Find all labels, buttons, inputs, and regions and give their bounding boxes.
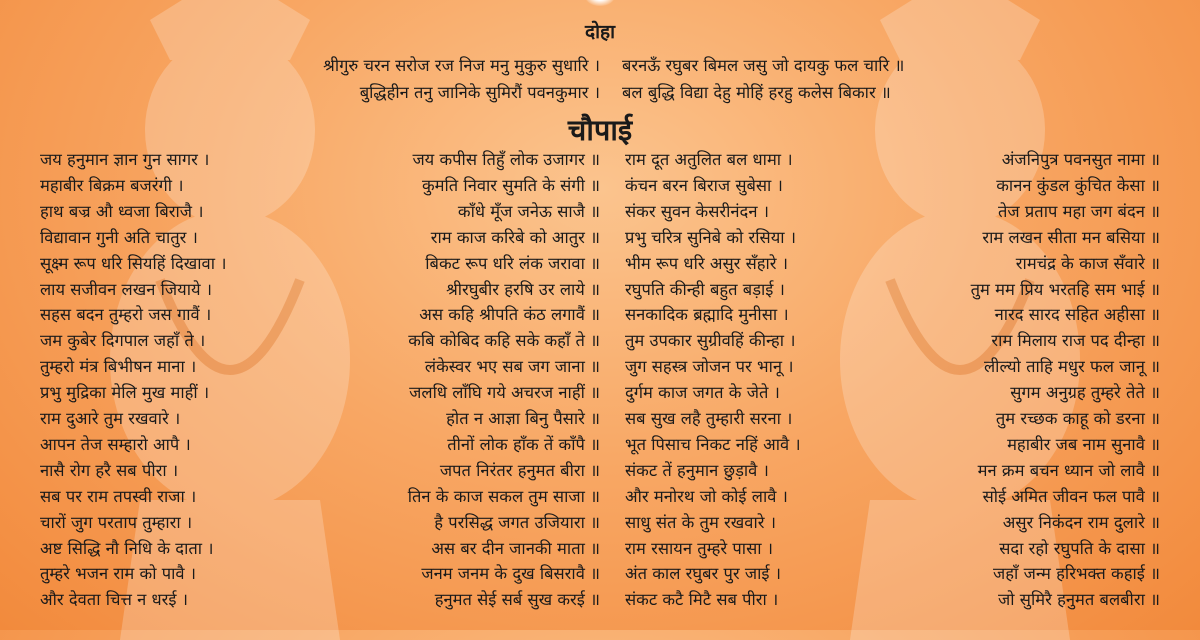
verse-r3-c1: हाथ बज्र औ ध्वजा बिराजै ।: [40, 201, 204, 221]
verse-r2-c3: कंचन बरन बिराज सुबेसा ।: [625, 175, 783, 195]
verse-r12-c2: तीनों लोक हाँक तें काँपै ॥: [447, 434, 600, 454]
verse-r14-c3: और मनोरथ जो कोई लावै ।: [625, 486, 788, 506]
verse-r2-c2: कुमति निवार सुमति के संगी ॥: [421, 175, 600, 195]
verse-r3-c2: काँधे मूँज जनेऊ साजै ॥: [457, 201, 600, 221]
verse-r9-c4: लील्यो ताहि मधुर फल जानू ॥: [983, 357, 1160, 377]
verse-r15-c1: चारों जुग परताप तुम्हारा ।: [40, 512, 193, 532]
verse-r14-c2: तिन के काज सकल तुम साजा ॥: [407, 486, 600, 506]
verse-r1-c2: जय कपीस तिहुँ लोक उजागर ॥: [412, 150, 600, 169]
verse-r11-c2: होत न आज्ञा बिनु पैसारे ॥: [446, 409, 600, 428]
doha-heading: दोहा: [584, 21, 616, 43]
verse-r9-c1: तुम्हरो मंत्र बिभीषन माना ।: [40, 357, 197, 377]
verse-r8-c4: राम मिलाय राज पद दीन्हा ॥: [991, 331, 1160, 351]
verse-r5-c3: भीम रूप धरि असुर सँहारे ।: [625, 253, 789, 273]
verse-r15-c2: है परसिद्ध जगत उजियारा ॥: [434, 512, 600, 532]
verse-r5-c2: बिकट रूप धरि लंक जरावा ॥: [425, 253, 600, 273]
verse-r9-c2: लंकेस्वर भए सब जग जाना ॥: [424, 357, 600, 377]
verse-r7-c4: नारद सारद सहित अहीसा ॥: [994, 305, 1160, 325]
verse-r6-c4: तुम मम प्रिय भरतहि सम भाई ॥: [970, 279, 1160, 299]
glow-icon: [585, 0, 615, 6]
verse-r3-c3: संकर सुवन केसरीनंदन ।: [625, 201, 769, 221]
verse-r18-c2: हनुमत सेई सर्ब सुख करई ॥: [434, 590, 600, 610]
verse-r17-c3: अंत काल रघुबर पुर जाई ।: [625, 564, 782, 584]
verse-r18-c4: जो सुमिरै हनुमत बलबीरा ॥: [998, 590, 1160, 610]
verse-r12-c4: महाबीर जब नाम सुनावै ॥: [1007, 434, 1160, 454]
verse-r14-c1: सब पर राम तपस्वी राजा ।: [40, 486, 197, 506]
doha-line-2-first: बुद्धिहीन तनु जानिके सुमिरौं पवनकुमार ।: [359, 83, 600, 102]
verse-r9-c3: जुग सहस्त्र जोजन पर भानू ।: [625, 357, 794, 377]
verse-r7-c2: अस कहि श्रीपति कंठ लगावैं ॥: [419, 305, 600, 325]
verse-r4-c4: राम लखन सीता मन बसिया ॥: [982, 227, 1160, 247]
verse-r4-c1: विद्यावान गुनी अति चातुर ।: [40, 227, 198, 247]
verse-r5-c4: रामचंद्र के काज सँवारे ॥: [1015, 253, 1160, 273]
verse-r17-c1: तुम्हरे भजन राम को पावै ।: [40, 564, 197, 584]
verse-r2-c1: महाबीर बिक्रम बजरंगी ।: [40, 175, 184, 195]
verse-r15-c4: असुर निकंदन राम दुलारे ॥: [1002, 512, 1160, 532]
verse-r13-c1: नासै रोग हरै सब पीरा ।: [40, 460, 179, 480]
verse-r10-c3: दुर्गम काज जगत के जेते ।: [625, 383, 780, 403]
verse-r4-c2: राम काज करिबे को आतुर ॥: [430, 227, 600, 247]
verse-r7-c3: सनकादिक ब्रह्मादि मुनीसा ।: [625, 305, 789, 325]
verse-r1-c4: अंजनिपुत्र पवनसुत नामा ॥: [1001, 150, 1160, 169]
verse-r8-c1: जम कुबेर दिगपाल जहाँ ते ।: [40, 331, 206, 351]
verse-r16-c3: राम रसायन तुम्हरे पासा ।: [625, 538, 773, 558]
verse-r18-c1: और देवता चित्त न धरई ।: [40, 590, 189, 610]
doha-line-2-second: बल बुद्धि विद्या देहु मोहिं हरहु कलेस बिकार ॥: [622, 83, 891, 102]
verse-r2-c4: कानन कुंडल कुंचित केसा ॥: [996, 175, 1160, 195]
verse-r13-c3: संकट तें हनुमान छुड़ावै ।: [625, 460, 769, 480]
verse-r12-c3: भूत पिसाच निकट नहिं आवै ।: [625, 434, 801, 454]
doha-line-1-second: बरनऊँ रघुबर बिमल जसु जो दायकु फल चारि ॥: [622, 56, 905, 75]
verse-r6-c1: लाय सजीवन लखन जियाये ।: [40, 279, 213, 299]
verse-r16-c1: अष्ट सिद्धि नौ निधि के दाता ।: [40, 538, 214, 558]
verse-r6-c3: रघुपति कीन्ही बहुत बड़ाई ।: [625, 279, 785, 299]
verse-r13-c4: मन क्रम बचन ध्यान जो लावै ॥: [977, 460, 1160, 480]
verse-r14-c4: सोई अमित जीवन फल पावै ॥: [982, 486, 1160, 506]
verse-r3-c4: तेज प्रताप महा जग बंदन ॥: [998, 201, 1160, 221]
verse-r11-c4: तुम रच्छक काहू को डरना ॥: [995, 409, 1160, 428]
verse-r13-c2: जपत निरंतर हनुमत बीरा ॥: [439, 460, 600, 480]
verse-r17-c4: जहाँ जन्म हरिभक्त कहाई ॥: [993, 564, 1160, 584]
verse-r6-c2: श्रीरघुबीर हरषि उर लाये ॥: [446, 279, 600, 299]
verse-r8-c2: कबि कोबिद कहि सके कहाँ ते ॥: [408, 331, 600, 351]
verse-r16-c2: अस बर दीन जानकी माता ॥: [431, 538, 600, 558]
doha-line-1-first: श्रीगुरु चरन सरोज रज निज मनु मुकुरु सुधारि ।: [323, 56, 600, 75]
verse-r10-c2: जलधि लाँघि गये अचरज नाहीं ॥: [409, 383, 600, 403]
verse-r10-c1: प्रभु मुद्रिका मेलि मुख माहीं ।: [40, 383, 210, 403]
verse-r5-c1: सूक्ष्म रूप धरि सियहिं दिखावा ।: [40, 253, 227, 273]
verse-r8-c3: तुम उपकार सुग्रीवहिं कीन्हा ।: [625, 331, 796, 351]
verse-r4-c3: प्रभु चरित्र सुनिबे को रसिया ।: [625, 227, 797, 247]
verse-r7-c1: सहस बदन तुम्हरो जस गावैं ।: [40, 305, 212, 325]
chaupai-heading: चौपाई: [567, 113, 633, 147]
verse-r11-c1: राम दुआरे तुम रखवारे ।: [40, 409, 181, 428]
verse-r1-c1: जय हनुमान ज्ञान गुन सागर ।: [40, 150, 210, 169]
verse-r11-c3: सब सुख लहै तुम्हारी सरना ।: [625, 409, 793, 428]
verse-r18-c3: संकट कटै मिटै सब पीरा ।: [625, 590, 779, 610]
verse-r10-c4: सुगम अनुग्रह तुम्हरे तेते ॥: [1010, 383, 1160, 403]
verse-r15-c3: साधु संत के तुम रखवारे ।: [625, 512, 776, 532]
verse-r17-c2: जनम जनम के दुख बिसरावै ॥: [421, 564, 600, 584]
verse-r12-c1: आपन तेज सम्हारो आपै ।: [40, 434, 191, 454]
verse-r1-c3: राम दूत अतुलित बल धामा ।: [625, 150, 793, 169]
verse-r16-c4: सदा रहो रघुपति के दासा ॥: [999, 538, 1160, 558]
